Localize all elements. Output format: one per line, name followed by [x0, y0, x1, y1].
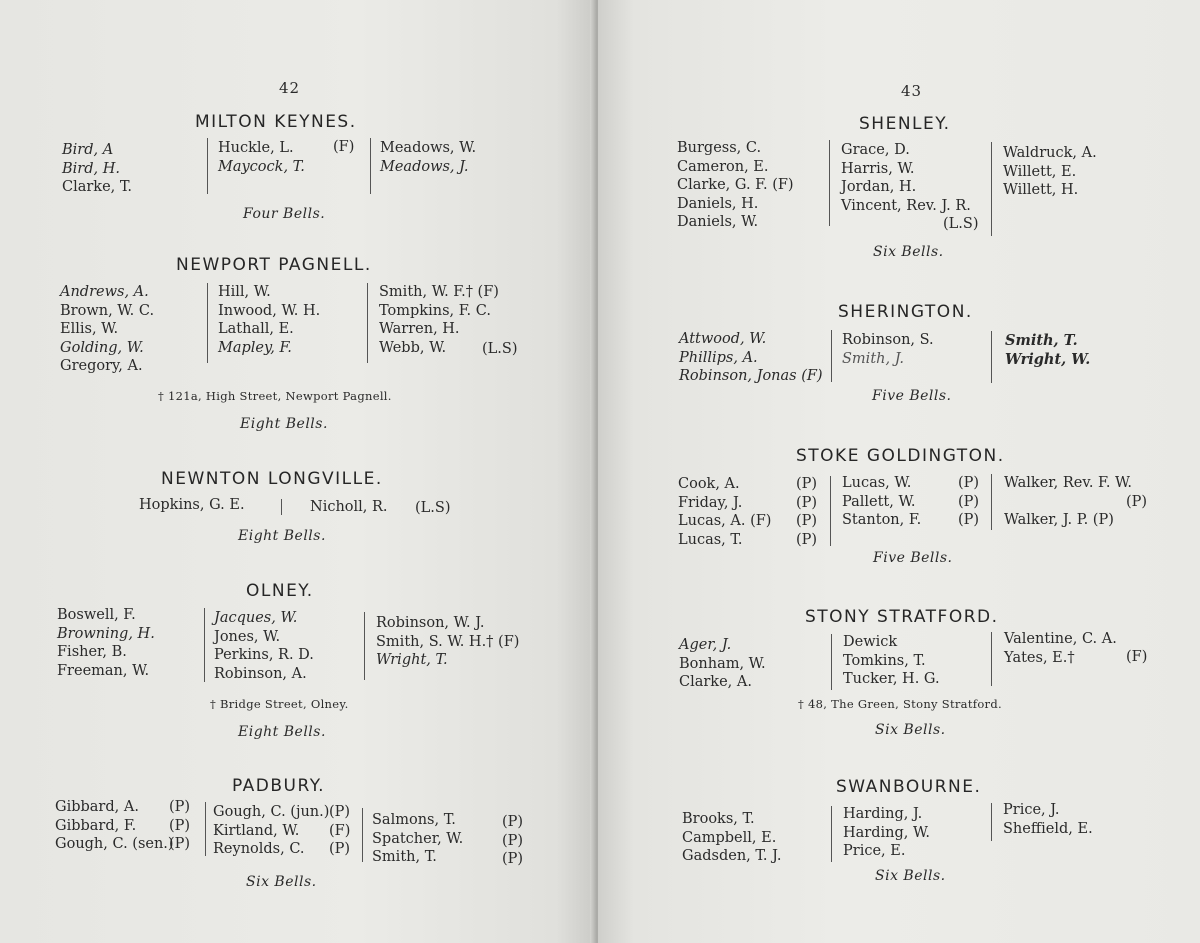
- name-entry: Dewick: [843, 634, 898, 650]
- name-entry: Bird, A: [62, 142, 114, 158]
- name-entry: Gibbard, F.: [55, 817, 137, 834]
- name-entry: Ager, J.: [679, 637, 732, 653]
- bells-caption: Five Bells.: [872, 388, 952, 404]
- name-entry: Smith, T.: [1005, 332, 1078, 349]
- ringer-mark: (P): [169, 836, 191, 852]
- column-divider: [831, 634, 832, 690]
- newport-pagnell-col3: [379, 283, 499, 357]
- name-entry: Gough, C. (sen.): [55, 836, 174, 852]
- name-entry: Friday, J.: [678, 494, 743, 511]
- ringer-mark: (P): [169, 799, 191, 815]
- bells-caption: Six Bells.: [873, 244, 944, 260]
- name-entry: Brown, W. C.: [60, 302, 155, 319]
- column-divider: [991, 331, 992, 383]
- name-entry: Tucker, H. G.: [843, 671, 940, 687]
- name-entry: Daniels, W.: [677, 214, 759, 230]
- column-divider: [370, 138, 371, 194]
- name-entry: Boswell, F.: [57, 607, 136, 623]
- left-page: [0, 0, 598, 943]
- name-entry: Lucas, W.: [842, 475, 912, 491]
- bells-caption: Eight Bells.: [238, 724, 326, 740]
- name-entry: Webb, W.: [379, 339, 447, 356]
- name-entry: Smith, J.: [842, 350, 905, 367]
- name-entry: Clarke, G. F. (F): [677, 177, 794, 193]
- padbury-col1: [55, 798, 174, 854]
- padbury-col3: [372, 811, 463, 867]
- name-entry: Lucas, A. (F): [678, 513, 772, 529]
- ringer-mark: (P): [796, 513, 818, 529]
- newport-pagnell-col2: [218, 283, 320, 357]
- name-entry: Fisher, B.: [57, 644, 127, 660]
- padbury-col2: [213, 803, 329, 859]
- section-title-sherington: SHERINGTON.: [838, 302, 973, 322]
- ringer-mark: (P): [1126, 493, 1148, 510]
- name-entry: Nicholl, R.: [310, 499, 388, 515]
- bells-caption: Four Bells.: [243, 206, 326, 222]
- name-entry: Harding, J.: [843, 806, 923, 822]
- name-entry: Robinson, S.: [842, 332, 934, 348]
- ringer-mark: (P): [502, 814, 524, 830]
- padbury-col2-marks: [329, 803, 350, 859]
- name-entry: Cameron, E.: [677, 158, 769, 175]
- section-title-olney: OLNEY.: [246, 581, 314, 601]
- name-entry: Robinson, Jonas (F): [679, 368, 823, 384]
- ringer-mark: (P): [329, 841, 351, 857]
- name-entry: Gibbard, A.: [55, 799, 139, 815]
- name-entry: Gregory, A.: [60, 358, 143, 374]
- name-entry: Jacques, W.: [214, 610, 298, 626]
- column-divider: [207, 283, 208, 363]
- stoke-goldington-col2-marks: [958, 474, 979, 530]
- name-entry: Gough, C. (jun.): [213, 804, 330, 820]
- milton-keynes-col1: [62, 141, 132, 197]
- name-entry: Vincent, Rev. J. R.: [841, 197, 971, 214]
- name-entry: Browning, H.: [57, 625, 155, 642]
- name-entry: Salmons, T.: [372, 812, 456, 828]
- name-entry: Lathall, E.: [218, 321, 294, 337]
- bells-caption: Eight Bells.: [240, 416, 328, 432]
- section-title-swanbourne: SWANBOURNE.: [836, 777, 982, 797]
- name-entry: Smith, T.: [372, 849, 437, 865]
- name-entry: Burgess, C.: [677, 140, 762, 156]
- name-entry: Clarke, A.: [679, 674, 752, 690]
- name-entry: Walker, Rev. F. W.: [1004, 475, 1133, 491]
- name-entry: Harding, W.: [843, 824, 930, 841]
- ringer-mark: (P): [796, 531, 818, 548]
- address-note: † 121a, High Street, Newport Pagnell.: [158, 389, 392, 403]
- section-title-shenley: SHENLEY.: [859, 114, 951, 134]
- ringer-mark: (F): [1126, 649, 1148, 665]
- swanbourne-col1: [682, 810, 781, 866]
- column-divider: [367, 283, 368, 363]
- address-note: † Bridge Street, Olney.: [210, 697, 349, 711]
- name-entry: Ellis, W.: [60, 321, 119, 337]
- ringer-mark: (P): [958, 493, 980, 510]
- ringer-mark: (P): [796, 494, 818, 511]
- column-divider: [281, 499, 282, 515]
- column-divider: [205, 802, 206, 856]
- section-title-stony-stratford: STONY STRATFORD.: [805, 607, 999, 627]
- column-divider: [991, 474, 992, 530]
- name-entry: Spatcher, W.: [372, 830, 464, 847]
- bells-caption: Six Bells.: [875, 722, 946, 738]
- milton-keynes-col2: [218, 139, 305, 176]
- name-entry: Walker, J. P. (P): [1004, 512, 1114, 528]
- page-number: 43: [901, 82, 923, 100]
- name-entry: Attwood, W.: [679, 331, 767, 347]
- name-entry: Grace, D.: [841, 142, 910, 158]
- olney-col2: [214, 609, 314, 683]
- stoke-goldington-col2: [842, 474, 921, 530]
- name-entry: Robinson, A.: [214, 665, 307, 682]
- name-entry: Golding, W.: [60, 339, 144, 356]
- column-divider: [830, 476, 831, 546]
- section-title-milton-keynes: MILTON KEYNES.: [195, 112, 357, 132]
- address-note: † 48, The Green, Stony Stratford.: [798, 697, 1002, 711]
- ringer-mark: (P): [169, 817, 191, 834]
- name-entry: Valentine, C. A.: [1004, 631, 1117, 647]
- name-entry: Tomkins, T.: [843, 652, 926, 669]
- column-divider: [831, 330, 832, 382]
- name-entry: Smith, S. W. H.† (F): [376, 633, 520, 650]
- name-entry: Bonham, W.: [679, 655, 766, 672]
- ringer-mark: (F): [329, 822, 351, 839]
- ringer-mark: (L.S): [415, 500, 451, 516]
- page-number: 42: [279, 79, 301, 97]
- shenley-col1: [677, 139, 794, 232]
- olney-col1: [57, 606, 155, 680]
- name-entry: Maycock, T.: [218, 158, 305, 175]
- ringer-mark: (P): [502, 851, 524, 867]
- name-entry: Phillips, A.: [679, 349, 758, 366]
- name-entry: Robinson, W. J.: [376, 615, 485, 631]
- name-entry: Jordan, H.: [841, 179, 917, 195]
- name-entry: Lucas, T.: [678, 531, 743, 548]
- section-title-stoke-goldington: STOKE GOLDINGTON.: [796, 446, 1005, 466]
- name-entry: Inwood, W. H.: [218, 302, 321, 319]
- name-entry: Jones, W.: [214, 628, 281, 645]
- name-entry: Price, E.: [843, 843, 906, 859]
- ringer-mark: (L.S): [482, 341, 518, 357]
- column-divider: [204, 608, 205, 682]
- ringer-mark: (P): [796, 476, 818, 492]
- sherington-col3: [1005, 332, 1090, 369]
- name-entry: Bird, H.: [62, 160, 120, 177]
- swanbourne-col3: [1003, 801, 1093, 838]
- name-entry: Harris, W.: [841, 160, 915, 177]
- sherington-col1: [679, 330, 823, 386]
- ringer-mark: (P): [502, 832, 524, 849]
- name-entry: Hill, W.: [218, 284, 271, 300]
- name-entry: Daniels, H.: [677, 195, 759, 212]
- column-divider: [362, 808, 363, 862]
- stony-stratford-col2: [843, 633, 940, 689]
- bells-caption: Six Bells.: [246, 874, 317, 890]
- ringer-mark: (P): [329, 804, 351, 820]
- name-entry: Campbell, E.: [682, 829, 777, 846]
- name-entry: Wright, T.: [376, 652, 448, 668]
- name-entry: Pallett, W.: [842, 493, 916, 510]
- swanbourne-col2: [843, 805, 930, 861]
- bells-caption: Six Bells.: [875, 868, 946, 884]
- ringer-mark: (P): [958, 512, 980, 528]
- ringer-mark: (P): [958, 475, 980, 491]
- name-entry: Wright, W.: [1005, 350, 1091, 368]
- column-divider: [991, 142, 992, 236]
- shenley-col2: [841, 141, 979, 234]
- column-divider: [991, 632, 992, 686]
- name-entry: Perkins, R. D.: [214, 647, 314, 663]
- name-entry: Smith, W. F.† (F): [379, 284, 499, 300]
- name-entry: Clarke, T.: [62, 179, 133, 195]
- ringer-mark: (F): [333, 139, 355, 155]
- name-entry: Meadows, J.: [380, 158, 469, 175]
- column-divider: [364, 612, 365, 680]
- section-title-padbury: PADBURY.: [232, 776, 326, 796]
- name-entry: Meadows, W.: [380, 140, 477, 156]
- name-entry: Andrews, A.: [60, 284, 149, 300]
- bells-caption: Five Bells.: [873, 550, 953, 566]
- newport-pagnell-col1: [60, 283, 154, 376]
- padbury-col3-marks: [502, 813, 523, 869]
- name-entry: Reynolds, C.: [213, 841, 305, 857]
- column-divider: [829, 140, 830, 226]
- name-entry: Brooks, T.: [682, 811, 755, 827]
- right-page: [598, 0, 1200, 943]
- stony-stratford-col3: [1004, 630, 1117, 667]
- stoke-goldington-col3: [1004, 474, 1147, 530]
- name-entry: Price, J.: [1003, 802, 1060, 818]
- milton-keynes-col3: [380, 139, 476, 176]
- name-entry: Yates, E.†: [1004, 649, 1075, 666]
- name-entry: Cook, A.: [678, 476, 740, 492]
- name-entry: Mapley, F.: [218, 339, 292, 356]
- name-entry: Willett, E.: [1003, 163, 1077, 180]
- section-title-newport-pagnell: NEWPORT PAGNELL.: [176, 255, 372, 275]
- name-entry: Waldruck, A.: [1003, 145, 1097, 161]
- name-entry: Warren, H.: [379, 321, 460, 337]
- name-entry: Sheffield, E.: [1003, 820, 1093, 837]
- name-entry: Huckle, L.: [218, 140, 294, 156]
- bells-caption: Eight Bells.: [238, 528, 326, 544]
- column-divider: [991, 803, 992, 841]
- stony-stratford-col1: [679, 636, 766, 692]
- name-entry: Stanton, F.: [842, 512, 922, 528]
- name-entry: Tompkins, F. C.: [379, 302, 491, 319]
- name-entry: Kirtland, W.: [213, 822, 300, 839]
- stoke-goldington-col1: [678, 475, 771, 549]
- padbury-col1-marks: [169, 798, 190, 854]
- ringer-mark: (L.S): [943, 216, 979, 232]
- stoke-goldington-col1-marks: [796, 475, 817, 549]
- olney-col3: [376, 614, 519, 670]
- name-entry: Gadsden, T. J.: [682, 848, 782, 864]
- shenley-col3: [1003, 144, 1097, 200]
- name-entry: Hopkins, G. E.: [139, 497, 245, 513]
- name-entry: Willett, H.: [1003, 182, 1079, 198]
- section-title-newnton-longville: NEWNTON LONGVILLE.: [161, 469, 383, 489]
- column-divider: [831, 806, 832, 862]
- name-entry: Freeman, W.: [57, 662, 150, 679]
- column-divider: [207, 138, 208, 194]
- sherington-col2: [842, 331, 934, 368]
